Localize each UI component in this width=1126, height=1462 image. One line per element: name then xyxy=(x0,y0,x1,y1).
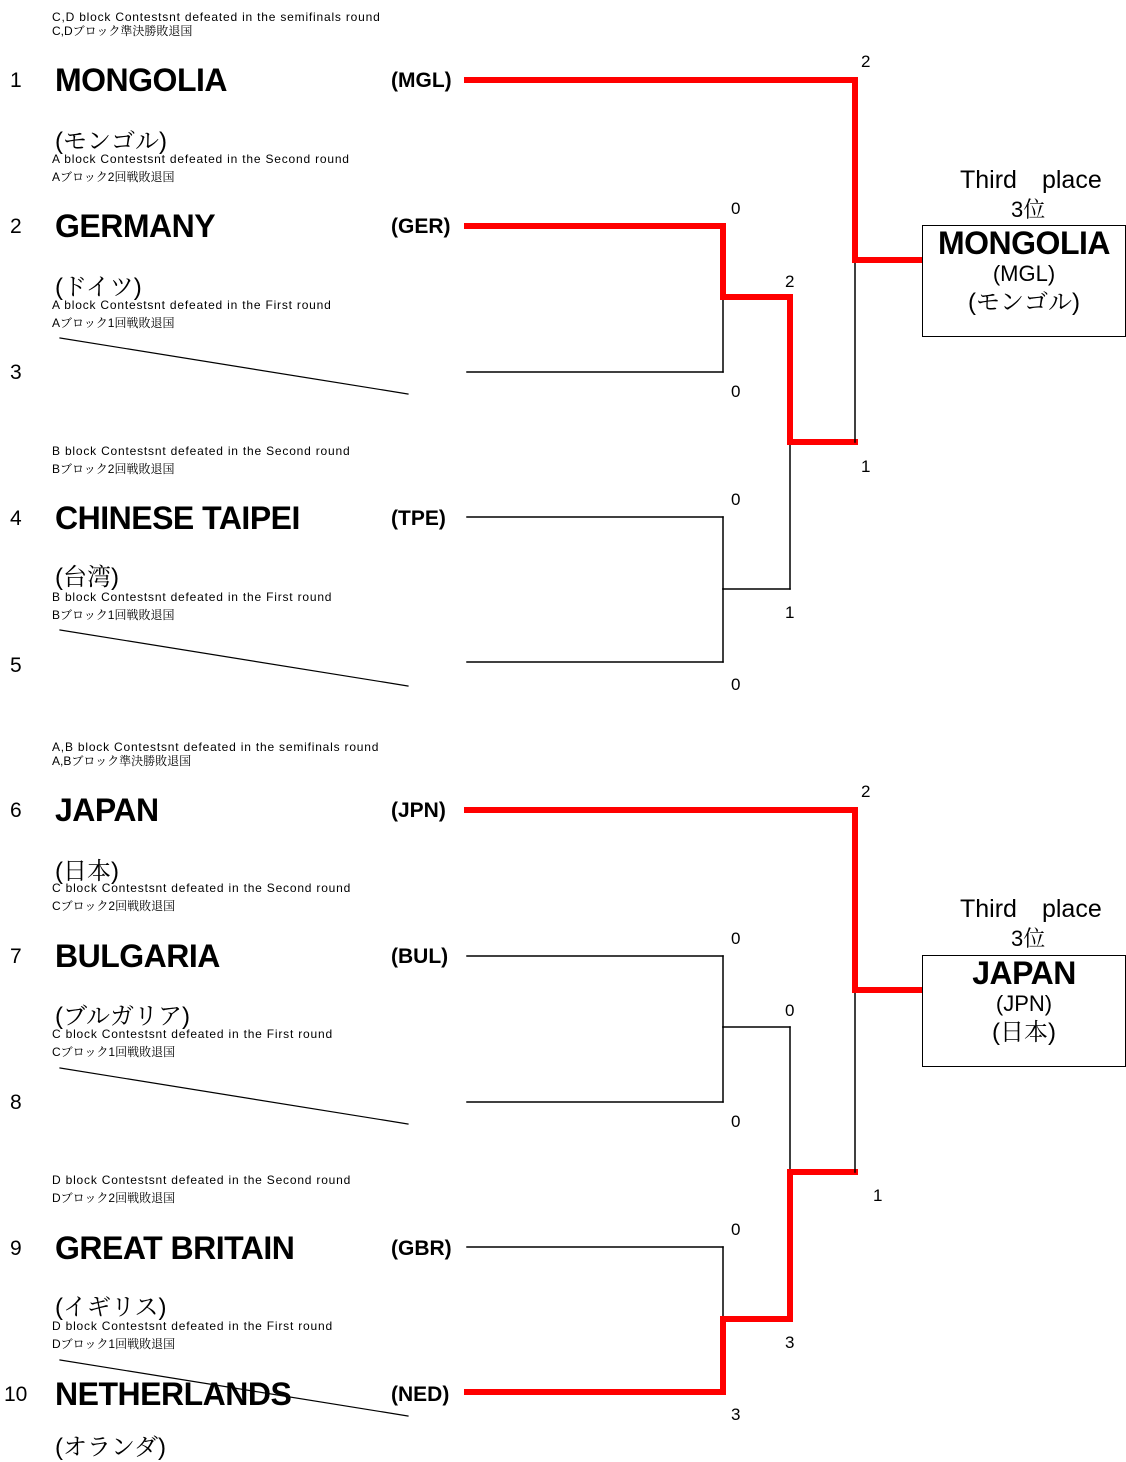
block-note-jp: Dブロック1回戦敗退国 xyxy=(52,1337,176,1351)
third-place-title: Third place xyxy=(960,895,1102,923)
score-label: 3 xyxy=(785,1333,795,1352)
score-label: 2 xyxy=(861,782,871,801)
score-label: 2 xyxy=(785,272,795,291)
country-jp-name: (モンゴル) xyxy=(55,128,167,155)
bracket-1-header-jp: C,Dブロック準決勝敗退国 xyxy=(52,24,193,38)
block-note-jp: Cブロック2回戦敗退国 xyxy=(52,899,176,913)
score-label: 0 xyxy=(785,1001,795,1020)
score-label: 0 xyxy=(731,929,741,948)
country-jp-name: (ドイツ) xyxy=(55,274,142,301)
third-place-country: JAPAN xyxy=(972,955,1076,991)
country-code: (JPN) xyxy=(391,799,446,822)
seed-number: 10 xyxy=(4,1383,28,1406)
score-label: 1 xyxy=(861,457,871,476)
country-name: MONGOLIA xyxy=(55,62,227,98)
country-name: BULGARIA xyxy=(55,938,220,974)
block-note-en: B block Contestsnt defeated in the First round xyxy=(52,590,333,604)
seed-number: 7 xyxy=(10,945,22,968)
country-jp-name: (台湾) xyxy=(55,564,119,591)
seed-number: 5 xyxy=(10,654,22,677)
score-label: 2 xyxy=(861,52,871,71)
seed-number: 2 xyxy=(10,215,22,238)
block-note-en: D block Contestsnt defeated in the Second round xyxy=(52,1173,352,1187)
country-name: NETHERLANDS xyxy=(55,1376,292,1412)
third-place-rank: 3位 xyxy=(1011,926,1046,951)
score-label: 1 xyxy=(785,603,795,622)
block-note-en: B block Contestsnt defeated in the Second round xyxy=(52,444,351,458)
country-jp-name: (イギリス) xyxy=(55,1294,167,1321)
block-note-jp: Bブロック1回戦敗退国 xyxy=(52,608,175,622)
block-note-en: A block Contestsnt defeated in the Second round xyxy=(52,152,350,166)
country-jp-name: (日本) xyxy=(55,858,119,885)
empty-slot-strike xyxy=(60,630,408,686)
country-name: GERMANY xyxy=(55,208,216,244)
country-code: (MGL) xyxy=(391,69,452,92)
third-place-box xyxy=(922,955,1126,1067)
score-label: 0 xyxy=(731,1112,741,1131)
block-note-en: C block Contestsnt defeated in the Second round xyxy=(52,881,352,895)
empty-slot-strike xyxy=(60,1068,408,1124)
score-label: 0 xyxy=(731,382,741,401)
third-place-box xyxy=(922,225,1126,337)
score-label: 0 xyxy=(731,199,741,218)
third-place-title: Third place xyxy=(960,166,1102,194)
block-note-en: C block Contestsnt defeated in the First round xyxy=(52,1027,333,1041)
seed-number: 9 xyxy=(10,1237,22,1260)
third-place-jp: (日本) xyxy=(992,1019,1056,1046)
bracket-1-header-en: C,D block Contestsnt defeated in the semifinals round xyxy=(52,10,381,24)
country-name: JAPAN xyxy=(55,792,159,828)
country-code: (GER) xyxy=(391,215,451,238)
block-note-jp: Cブロック1回戦敗退国 xyxy=(52,1045,176,1059)
score-label: 0 xyxy=(731,490,741,509)
seed-number: 3 xyxy=(10,361,22,384)
third-place-country: MONGOLIA xyxy=(938,225,1110,261)
block-note-jp: Dブロック2回戦敗退国 xyxy=(52,1191,176,1205)
country-code: (TPE) xyxy=(391,507,446,530)
empty-slot-strike xyxy=(60,338,408,394)
bracket-2-header-jp: A,Bブロック準決勝敗退国 xyxy=(52,754,192,768)
country-name: CHINESE TAIPEI xyxy=(55,500,300,536)
score-label: 1 xyxy=(873,1186,883,1205)
seed-number: 1 xyxy=(10,69,22,92)
third-place-rank: 3位 xyxy=(1011,197,1046,222)
block-note-en: A block Contestsnt defeated in the First round xyxy=(52,298,332,312)
bracket-2-header-en: A,B block Contestsnt defeated in the semifinals round xyxy=(52,740,380,754)
country-name: GREAT BRITAIN xyxy=(55,1230,295,1266)
score-label: 0 xyxy=(731,1220,741,1239)
seed-number: 8 xyxy=(10,1091,22,1114)
country-code: (NED) xyxy=(391,1383,450,1406)
third-place-code: (JPN) xyxy=(995,991,1053,1016)
country-jp-name: (ブルガリア) xyxy=(55,1003,191,1030)
third-place-jp: (モンゴル) xyxy=(968,289,1080,316)
seed-number: 6 xyxy=(10,799,22,822)
block-note-jp: Aブロック2回戦敗退国 xyxy=(52,170,175,184)
country-jp-name: (オランダ) xyxy=(55,1434,167,1461)
third-place-code: (MGL) xyxy=(992,261,1056,286)
block-note-en: D block Contestsnt defeated in the First round xyxy=(52,1319,333,1333)
block-note-jp: Aブロック1回戦敗退国 xyxy=(52,316,175,330)
score-label: 0 xyxy=(731,675,741,694)
seed-number: 4 xyxy=(10,507,22,530)
country-code: (BUL) xyxy=(391,945,449,968)
score-label: 3 xyxy=(731,1405,741,1424)
block-note-jp: Bブロック2回戦敗退国 xyxy=(52,462,175,476)
country-code: (GBR) xyxy=(391,1237,452,1260)
